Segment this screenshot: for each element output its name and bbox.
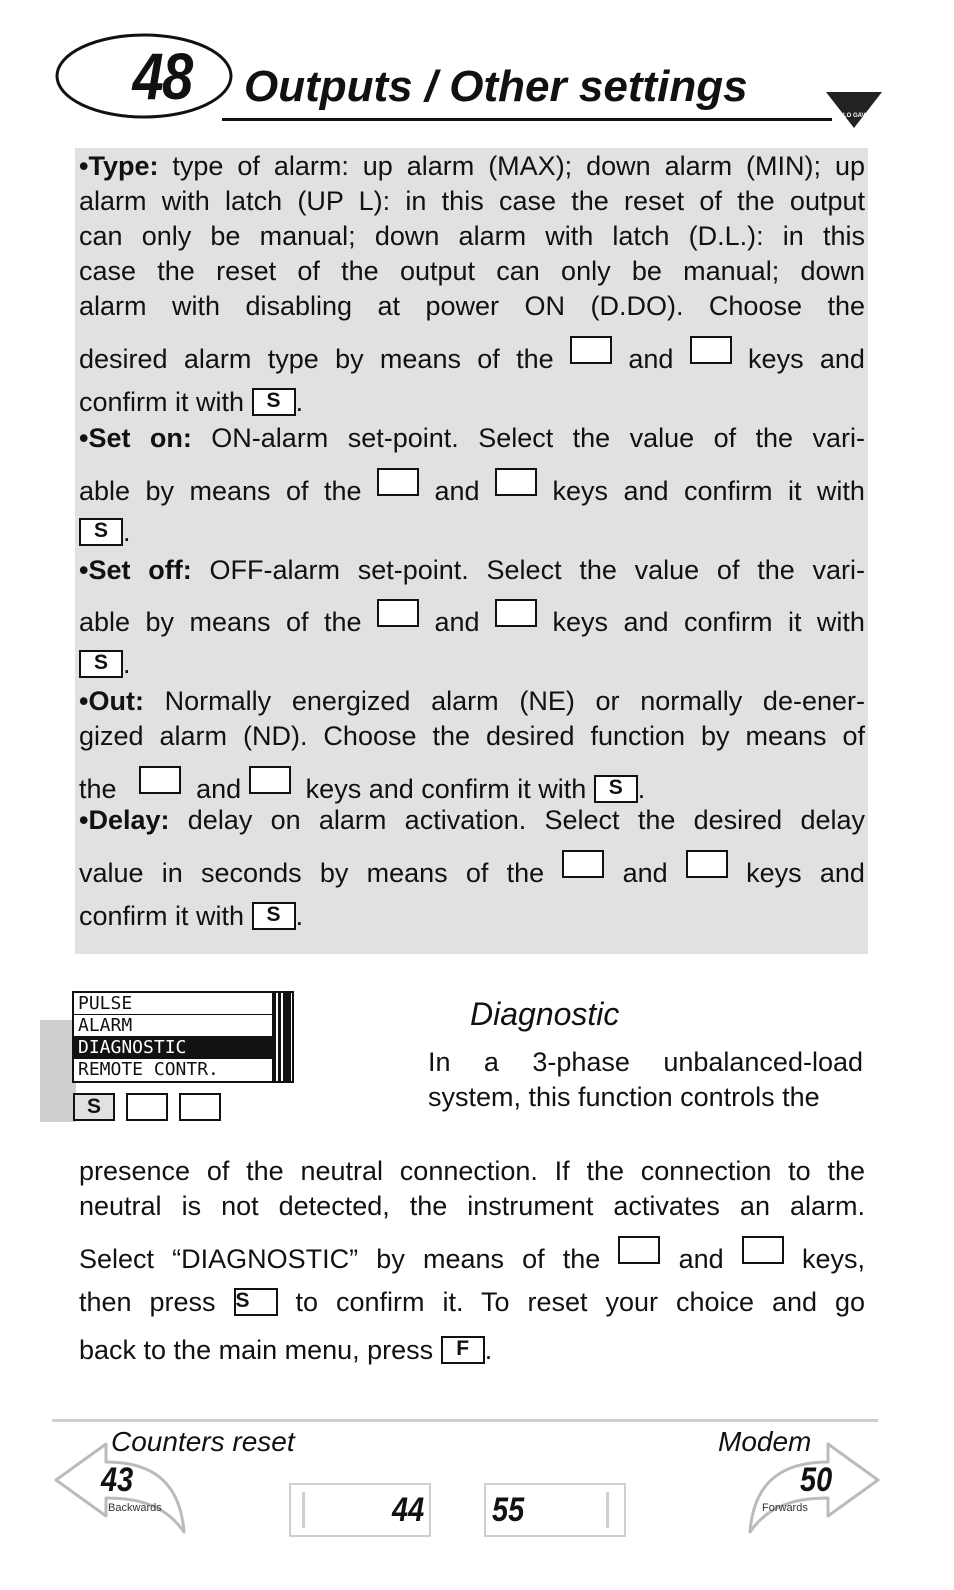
out-text-3a: the	[79, 774, 117, 804]
lcd-item-selected: DIAGNOSTIC	[74, 1037, 272, 1059]
header-rule	[222, 118, 832, 121]
type-text-7: confirm it with	[79, 387, 245, 417]
diagnostic-heading: Diagnostic	[470, 996, 620, 1032]
page-number: 48	[132, 39, 192, 113]
section-end-tick	[606, 1492, 609, 1528]
delay-text-1: delay on alarm activation. Select the desired delay	[187, 805, 865, 835]
s-key-icon: S	[252, 388, 296, 416]
up-key-icon	[618, 1236, 660, 1264]
delay-line-3: confirm it with S .	[79, 901, 304, 931]
type-text-6a: desired alarm type by means of the	[79, 344, 554, 374]
diagnostic-line-6	[79, 1284, 865, 1320]
and-text: and	[196, 774, 242, 804]
and-text: and	[622, 858, 668, 888]
set-off-line-1	[79, 552, 865, 588]
delay-text-3: confirm it with	[79, 901, 245, 931]
up-key-icon	[562, 850, 604, 878]
section-start-tick	[302, 1492, 305, 1528]
diagnostic-text-7: back to the main menu, press	[79, 1335, 434, 1365]
delay-line-2	[79, 850, 865, 891]
lcd-s-key: S	[73, 1093, 115, 1121]
delay-text-2a: value in seconds by means of the	[79, 858, 545, 888]
out-label: •Out:	[79, 686, 144, 716]
down-key-icon	[690, 336, 732, 364]
set-on-line-2	[79, 468, 865, 509]
diagnostic-line-3: presence of the neutral connection. If the connection to the	[79, 1156, 865, 1186]
prev-section-label[interactable]: Counters reset	[111, 1426, 295, 1457]
diagnostic-line-1: In a 3-phase unbalanced-load	[428, 1047, 863, 1077]
lcd-down-key	[179, 1093, 221, 1121]
brand-name: CARLO GAVAZZI	[830, 113, 879, 119]
and-text: and	[434, 476, 480, 506]
type-line-7: confirm it with S .	[79, 387, 304, 417]
s-key-icon: S	[79, 518, 123, 546]
type-line-4: case the reset of the output can only be manual; down	[79, 256, 865, 286]
lcd-bracket	[40, 1020, 76, 1122]
section-end-page[interactable]: 55	[492, 1491, 525, 1529]
set-off-text-1: OFF-alarm set-point. Select the value of the vari-	[209, 555, 865, 585]
down-key-icon	[495, 468, 537, 496]
page-title: Outputs / Other settings	[244, 62, 748, 111]
out-line-2: gized alarm (ND). Choose the desired function by means of	[79, 721, 865, 751]
type-line-5: alarm with disabling at power ON (D.DO). Choose the	[79, 291, 865, 321]
lcd-item: REMOTE CONTR.	[78, 1059, 219, 1080]
delay-text-2c: keys and	[746, 858, 865, 888]
up-key-icon	[139, 766, 181, 794]
and-text: and	[628, 344, 674, 374]
set-on-text-2c: keys and confirm it with	[552, 476, 865, 506]
up-key-icon	[377, 468, 419, 496]
out-text-3c: keys and confirm it with	[305, 774, 587, 804]
set-on-line-3: S .	[79, 514, 131, 550]
lcd-menu	[72, 991, 294, 1083]
diagnostic-line-5	[79, 1236, 865, 1277]
forwards-caption: Forwards	[762, 1502, 808, 1514]
lcd-scrollbar-icon	[272, 993, 294, 1081]
lcd-item: PULSE	[74, 993, 272, 1015]
type-text-1: type of alarm: up alarm (MAX); down alarm (MIN); up	[172, 151, 865, 181]
diagnostic-text-6a: then press	[79, 1287, 216, 1317]
diagnostic-line-7: back to the main menu, press F .	[79, 1335, 493, 1365]
next-section-label[interactable]: Modem	[718, 1426, 812, 1457]
diagnostic-text-5a: Select “DIAGNOSTIC” by means of the	[79, 1244, 601, 1274]
type-line-3: can only be manual; down alarm with latch (D.L.): in this	[79, 221, 865, 251]
diagnostic-text-6b: to confirm it. To reset your choice and go	[295, 1287, 866, 1317]
set-off-line-3: S .	[79, 646, 131, 682]
type-label: •Type:	[79, 151, 159, 181]
next-page-number[interactable]: 50	[800, 1461, 833, 1499]
type-line-6	[79, 336, 865, 377]
down-key-icon	[249, 766, 291, 794]
diagnostic-text-5c: keys,	[801, 1244, 865, 1274]
set-off-label: •Set off:	[79, 555, 192, 585]
set-on-label: •Set on:	[79, 423, 192, 453]
lcd-item: ALARM	[74, 1015, 272, 1037]
s-key-icon: S	[234, 1288, 278, 1316]
footer-rule	[52, 1419, 878, 1422]
out-text-1: Normally energized alarm (NE) or normally de-ener-	[164, 686, 865, 716]
delay-label: •Delay:	[79, 805, 170, 835]
diagnostic-line-4: neutral is not detected, the instrument activates an alarm.	[79, 1191, 865, 1221]
f-key-icon: F	[441, 1336, 485, 1364]
diagnostic-line-2: system, this function controls the	[428, 1082, 820, 1112]
down-key-icon	[686, 850, 728, 878]
brand-logo-icon	[826, 92, 882, 128]
set-off-text-2a: able by means of the	[79, 607, 362, 637]
up-key-icon	[570, 336, 612, 364]
lcd-up-key	[126, 1093, 168, 1121]
type-text-6c: keys and	[748, 344, 865, 374]
and-text: and	[678, 1244, 724, 1274]
out-line-3: the and keys and confirm it with S .	[79, 766, 645, 807]
set-on-text-2a: able by means of the	[79, 476, 362, 506]
section-start-page[interactable]: 44	[392, 1491, 425, 1529]
set-on-text-1: ON-alarm set-point. Select the value of the vari-	[211, 423, 865, 453]
backwards-caption: Backwards	[108, 1502, 162, 1514]
set-off-line-2	[79, 599, 865, 640]
type-line-2: alarm with latch (UP L): in this case the reset of the output	[79, 186, 865, 216]
set-off-text-2c: keys and confirm it with	[552, 607, 865, 637]
set-on-line-1	[79, 420, 865, 456]
type-line-1	[79, 148, 865, 184]
out-line-1	[79, 683, 865, 719]
s-key-icon: S	[252, 902, 296, 930]
s-key-icon: S	[79, 650, 123, 678]
up-key-icon	[377, 599, 419, 627]
prev-page-number[interactable]: 43	[101, 1461, 134, 1499]
down-key-icon	[495, 599, 537, 627]
s-key-icon: S	[594, 775, 638, 803]
and-text: and	[434, 607, 480, 637]
delay-line-1	[79, 802, 865, 838]
down-key-icon	[742, 1236, 784, 1264]
